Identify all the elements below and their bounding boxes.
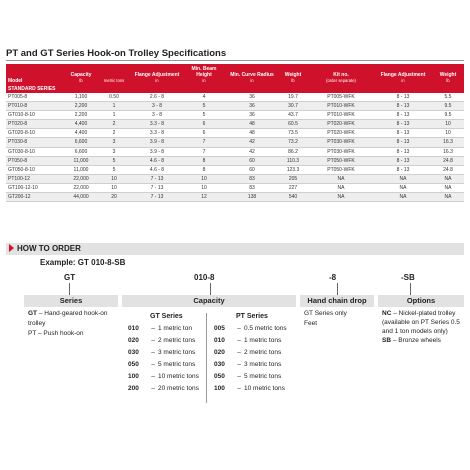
table-row: [6, 93, 464, 102]
table-cell: 20: [96, 193, 132, 202]
table-cell: 9.5: [432, 111, 464, 120]
table-cell: NA: [374, 183, 432, 192]
table-cell: 2,200: [66, 102, 96, 111]
table-cell: 9.5: [432, 102, 464, 111]
code-options: -SB: [401, 273, 415, 282]
table-cell: 60.5: [278, 120, 308, 129]
capacity-text: 2 metric tons: [244, 349, 282, 356]
table-cell: 5: [96, 165, 132, 174]
table-cell: 1: [96, 102, 132, 111]
table-row: [6, 147, 464, 156]
table-cell: 83: [226, 183, 278, 192]
capacity-dash: –: [151, 349, 155, 356]
capacity-dash: –: [151, 325, 155, 332]
capacity-row: [214, 323, 287, 335]
title-divider: [6, 60, 464, 61]
table-cell: 10: [96, 183, 132, 192]
capacity-dash: –: [237, 373, 241, 380]
col-header: Capacity lb: [66, 64, 96, 85]
section-row: [6, 85, 464, 93]
capacity-code: 030: [128, 349, 139, 356]
chain-box: [300, 295, 374, 335]
connector-line: [337, 283, 338, 295]
table-cell: NA: [374, 174, 432, 183]
series-line: GT – Hand-geared hook-on trolley: [28, 310, 108, 327]
table-cell: GT200-12: [6, 193, 66, 202]
table-cell: 3 - 8: [132, 111, 182, 120]
table-cell: 4.6 - 8: [132, 165, 182, 174]
table-cell: 8 - 13: [374, 111, 432, 120]
table-cell: 8 - 13: [374, 165, 432, 174]
table-cell: 10: [182, 174, 226, 183]
pt-series-heading: PT Series: [236, 313, 268, 320]
specs-table: [6, 64, 464, 202]
code-chain: -8: [329, 273, 337, 282]
capacity-text: 5 metric tons: [158, 361, 196, 368]
table-cell: 10: [182, 183, 226, 192]
table-cell: 42: [226, 138, 278, 147]
col-header: Weight lb: [278, 64, 308, 85]
capacity-text: 10 metric tons: [244, 385, 285, 392]
series-box-body: [24, 307, 118, 341]
table-row: [6, 138, 464, 147]
table-cell: PT005-WFK: [308, 93, 374, 102]
capacity-dash: –: [151, 373, 155, 380]
table-cell: 73.5: [278, 129, 308, 138]
option-sb: SB – Bronze wheels: [382, 337, 441, 344]
code-capacity: 010-8: [194, 273, 215, 282]
capacity-code: 100: [128, 373, 139, 380]
table-cell: 11,000: [66, 156, 96, 165]
options-box: [378, 295, 464, 367]
gt-capacity-column: [128, 311, 199, 395]
table-cell: GT100-12-10: [6, 183, 66, 192]
table-cell: PT020-8: [6, 120, 66, 129]
table-cell: 8: [182, 165, 226, 174]
code-series: GT: [64, 273, 76, 282]
table-cell: 138: [226, 193, 278, 202]
table-cell: 36: [226, 102, 278, 111]
option-nc: NC – Nickel-plated trolley (available on PT Series 0.5 and 1 ton models only): [382, 310, 460, 335]
capacity-text: 5 metric tons: [244, 373, 282, 380]
table-cell: PT100-12: [6, 174, 66, 183]
table-row: [6, 120, 464, 129]
table-cell: 3.3 - 8: [132, 120, 182, 129]
capacity-row: [128, 323, 199, 335]
table-cell: 8: [182, 156, 226, 165]
options-box-title: Options: [378, 295, 464, 307]
table-cell: 7 - 13: [132, 193, 182, 202]
capacity-row: [128, 359, 199, 371]
options-box-body: [378, 307, 464, 347]
table-row: [6, 193, 464, 202]
table-cell: 5: [96, 156, 132, 165]
capacity-box: [122, 295, 296, 407]
table-cell: 73.2: [278, 138, 308, 147]
table-cell: 22,000: [66, 183, 96, 192]
capacity-code: 050: [128, 361, 139, 368]
table-cell: 227: [278, 183, 308, 192]
table-row: [6, 111, 464, 120]
table-cell: 2.6 - 8: [132, 93, 182, 102]
table-cell: GT020-8-10: [6, 129, 66, 138]
table-cell: 36: [226, 111, 278, 120]
table-cell: 36: [226, 93, 278, 102]
table-cell: 8 - 13: [374, 138, 432, 147]
capacity-code: 005: [214, 325, 225, 332]
table-cell: 11,000: [66, 165, 96, 174]
table-cell: 48: [226, 129, 278, 138]
capacity-row: [128, 383, 199, 395]
capacity-row: [214, 335, 287, 347]
capacity-row: [214, 383, 287, 395]
table-cell: 3: [96, 138, 132, 147]
table-cell: PT010-WFK: [308, 102, 374, 111]
table-cell: PT030-WFK: [308, 147, 374, 156]
capacity-text: 3 metric tons: [158, 349, 196, 356]
capacity-row: [214, 347, 287, 359]
table-cell: NA: [432, 183, 464, 192]
connector-line: [210, 283, 211, 295]
capacity-code: 100: [214, 385, 225, 392]
connector-line: [69, 283, 70, 295]
table-cell: 540: [278, 193, 308, 202]
col-header: Min. Curve Radius in: [226, 64, 278, 85]
table-row: [6, 156, 464, 165]
table-cell: GT010-8-10: [6, 111, 66, 120]
table-cell: NA: [308, 174, 374, 183]
table-cell: 5: [182, 102, 226, 111]
table-cell: 24.8: [432, 156, 464, 165]
capacity-box-title: Capacity: [122, 295, 296, 307]
table-cell: 10: [96, 174, 132, 183]
table-cell: 7: [182, 138, 226, 147]
how-to-order-heading: HOW TO ORDER: [9, 243, 81, 255]
table-cell: 60: [226, 165, 278, 174]
capacity-text: 1 metric tons: [244, 337, 282, 344]
section-label: STANDARD SERIES: [6, 85, 464, 93]
table-cell: 0.50: [96, 93, 132, 102]
table-cell: PT030-WFK: [308, 138, 374, 147]
capacity-dash: –: [237, 337, 241, 344]
capacity-dash: –: [151, 337, 155, 344]
table-cell: 8 - 13: [374, 129, 432, 138]
capacity-dash: –: [237, 349, 241, 356]
chain-line: Feet: [304, 320, 318, 327]
table-cell: 1: [96, 111, 132, 120]
capacity-dash: –: [237, 325, 241, 332]
table-cell: PT050-WFK: [308, 156, 374, 165]
table-cell: 8 - 13: [374, 120, 432, 129]
table-header-row: [6, 64, 464, 85]
order-example: Example: GT 010-8-SB: [40, 258, 126, 267]
table-cell: 16.3: [432, 138, 464, 147]
capacity-text: 10 metric tons: [158, 373, 199, 380]
table-cell: PT050-WFK: [308, 165, 374, 174]
table-cell: 43.7: [278, 111, 308, 120]
table-cell: 8 - 13: [374, 93, 432, 102]
table-cell: 5.5: [432, 93, 464, 102]
col-header: Kit no. (order separate): [308, 64, 374, 85]
table-cell: PT010-8: [6, 102, 66, 111]
capacity-text: 2 metric tons: [158, 337, 196, 344]
capacity-code: 030: [214, 361, 225, 368]
table-cell: 2,200: [66, 111, 96, 120]
capacity-code: 050: [214, 373, 225, 380]
capacity-row: [128, 371, 199, 383]
table-cell: 30.7: [278, 102, 308, 111]
table-cell: 4: [182, 93, 226, 102]
capacity-text: 3 metric tons: [244, 361, 282, 368]
table-cell: GT030-8-10: [6, 147, 66, 156]
table-cell: PT030-8: [6, 138, 66, 147]
table-cell: NA: [308, 183, 374, 192]
capacity-code: 200: [128, 385, 139, 392]
col-header: Model: [6, 64, 66, 85]
table-cell: NA: [374, 193, 432, 202]
table-cell: 3 - 8: [132, 102, 182, 111]
chain-line: GT Series only: [304, 310, 347, 317]
table-row: [6, 183, 464, 192]
capacity-text: 20 metric tons: [158, 385, 199, 392]
capacity-row: [128, 347, 199, 359]
capacity-text: 1 metric ton: [158, 325, 192, 332]
table-cell: 3.3 - 8: [132, 129, 182, 138]
capacity-code: 020: [214, 349, 225, 356]
table-cell: 42: [226, 147, 278, 156]
table-cell: 6,600: [66, 138, 96, 147]
table-cell: 8 - 13: [374, 102, 432, 111]
table-cell: 4,400: [66, 129, 96, 138]
triangle-bullet-icon: [9, 244, 14, 252]
table-cell: 60: [226, 156, 278, 165]
table-cell: 8 - 13: [374, 156, 432, 165]
table-cell: PT050-8: [6, 156, 66, 165]
series-box: [24, 295, 118, 345]
table-cell: 44,000: [66, 193, 96, 202]
table-cell: 16.3: [432, 147, 464, 156]
capacity-row: [214, 371, 287, 383]
table-cell: 2: [96, 120, 132, 129]
table-row: [6, 129, 464, 138]
capacity-row: [214, 359, 287, 371]
table-cell: NA: [308, 193, 374, 202]
capacity-code: 020: [128, 337, 139, 344]
series-line: PT – Push hook-on: [28, 330, 84, 337]
table-cell: PT020-WFK: [308, 129, 374, 138]
series-box-title: Series: [24, 295, 118, 307]
table-row: [6, 174, 464, 183]
table-cell: PT020-WFK: [308, 120, 374, 129]
pt-capacity-column: [214, 311, 287, 395]
page-title: PT and GT Series Hook-on Trolley Specifications: [6, 48, 227, 59]
table-row: [6, 102, 464, 111]
chain-box-title: Hand chain drop: [300, 295, 374, 307]
table-cell: 3: [96, 147, 132, 156]
connector-line: [410, 283, 411, 295]
capacity-dash: –: [237, 385, 241, 392]
table-cell: 22,000: [66, 174, 96, 183]
table-cell: GT050-8-10: [6, 165, 66, 174]
capacity-text: 0.5 metric tons: [244, 325, 287, 332]
table-row: [6, 165, 464, 174]
table-cell: NA: [432, 174, 464, 183]
table-cell: 3.9 - 8: [132, 147, 182, 156]
table-cell: 7 - 13: [132, 174, 182, 183]
capacity-row: [128, 335, 199, 347]
table-cell: 4,400: [66, 120, 96, 129]
table-cell: 123.3: [278, 165, 308, 174]
table-cell: 8 - 13: [374, 147, 432, 156]
table-cell: 83: [226, 174, 278, 183]
table-cell: 110.3: [278, 156, 308, 165]
table-cell: PT005-8: [6, 93, 66, 102]
table-cell: 2: [96, 129, 132, 138]
capacity-code: 010: [214, 337, 225, 344]
table-cell: 12: [182, 193, 226, 202]
col-header: Min. Beam Height in: [182, 64, 226, 85]
table-cell: 7: [182, 147, 226, 156]
gt-series-heading: GT Series: [150, 313, 183, 320]
table-cell: 19.7: [278, 93, 308, 102]
chain-box-body: [300, 307, 374, 331]
col-header: Flange Adjustment in: [132, 64, 182, 85]
table-cell: 48: [226, 120, 278, 129]
table-cell: 4.6 - 8: [132, 156, 182, 165]
table-cell: 7 - 13: [132, 183, 182, 192]
capacity-divider: [206, 313, 207, 403]
table-cell: 10: [432, 129, 464, 138]
capacity-dash: –: [237, 361, 241, 368]
table-cell: NA: [432, 193, 464, 202]
table-cell: 10: [432, 120, 464, 129]
table-cell: 24.8: [432, 165, 464, 174]
capacity-code: 010: [128, 325, 139, 332]
table-cell: 205: [278, 174, 308, 183]
capacity-dash: –: [151, 361, 155, 368]
table-cell: 6: [182, 120, 226, 129]
col-header: Flange Adjustment in: [374, 64, 432, 85]
table-cell: 6: [182, 129, 226, 138]
table-cell: 3.9 - 8: [132, 138, 182, 147]
table-cell: 1,100: [66, 93, 96, 102]
table-cell: PT010-WFK: [308, 111, 374, 120]
table-cell: 6,600: [66, 147, 96, 156]
col-header: metric tons: [96, 64, 132, 85]
table-cell: 86.2: [278, 147, 308, 156]
col-header: Weight lb: [432, 64, 464, 85]
capacity-dash: –: [151, 385, 155, 392]
table-cell: 5: [182, 111, 226, 120]
